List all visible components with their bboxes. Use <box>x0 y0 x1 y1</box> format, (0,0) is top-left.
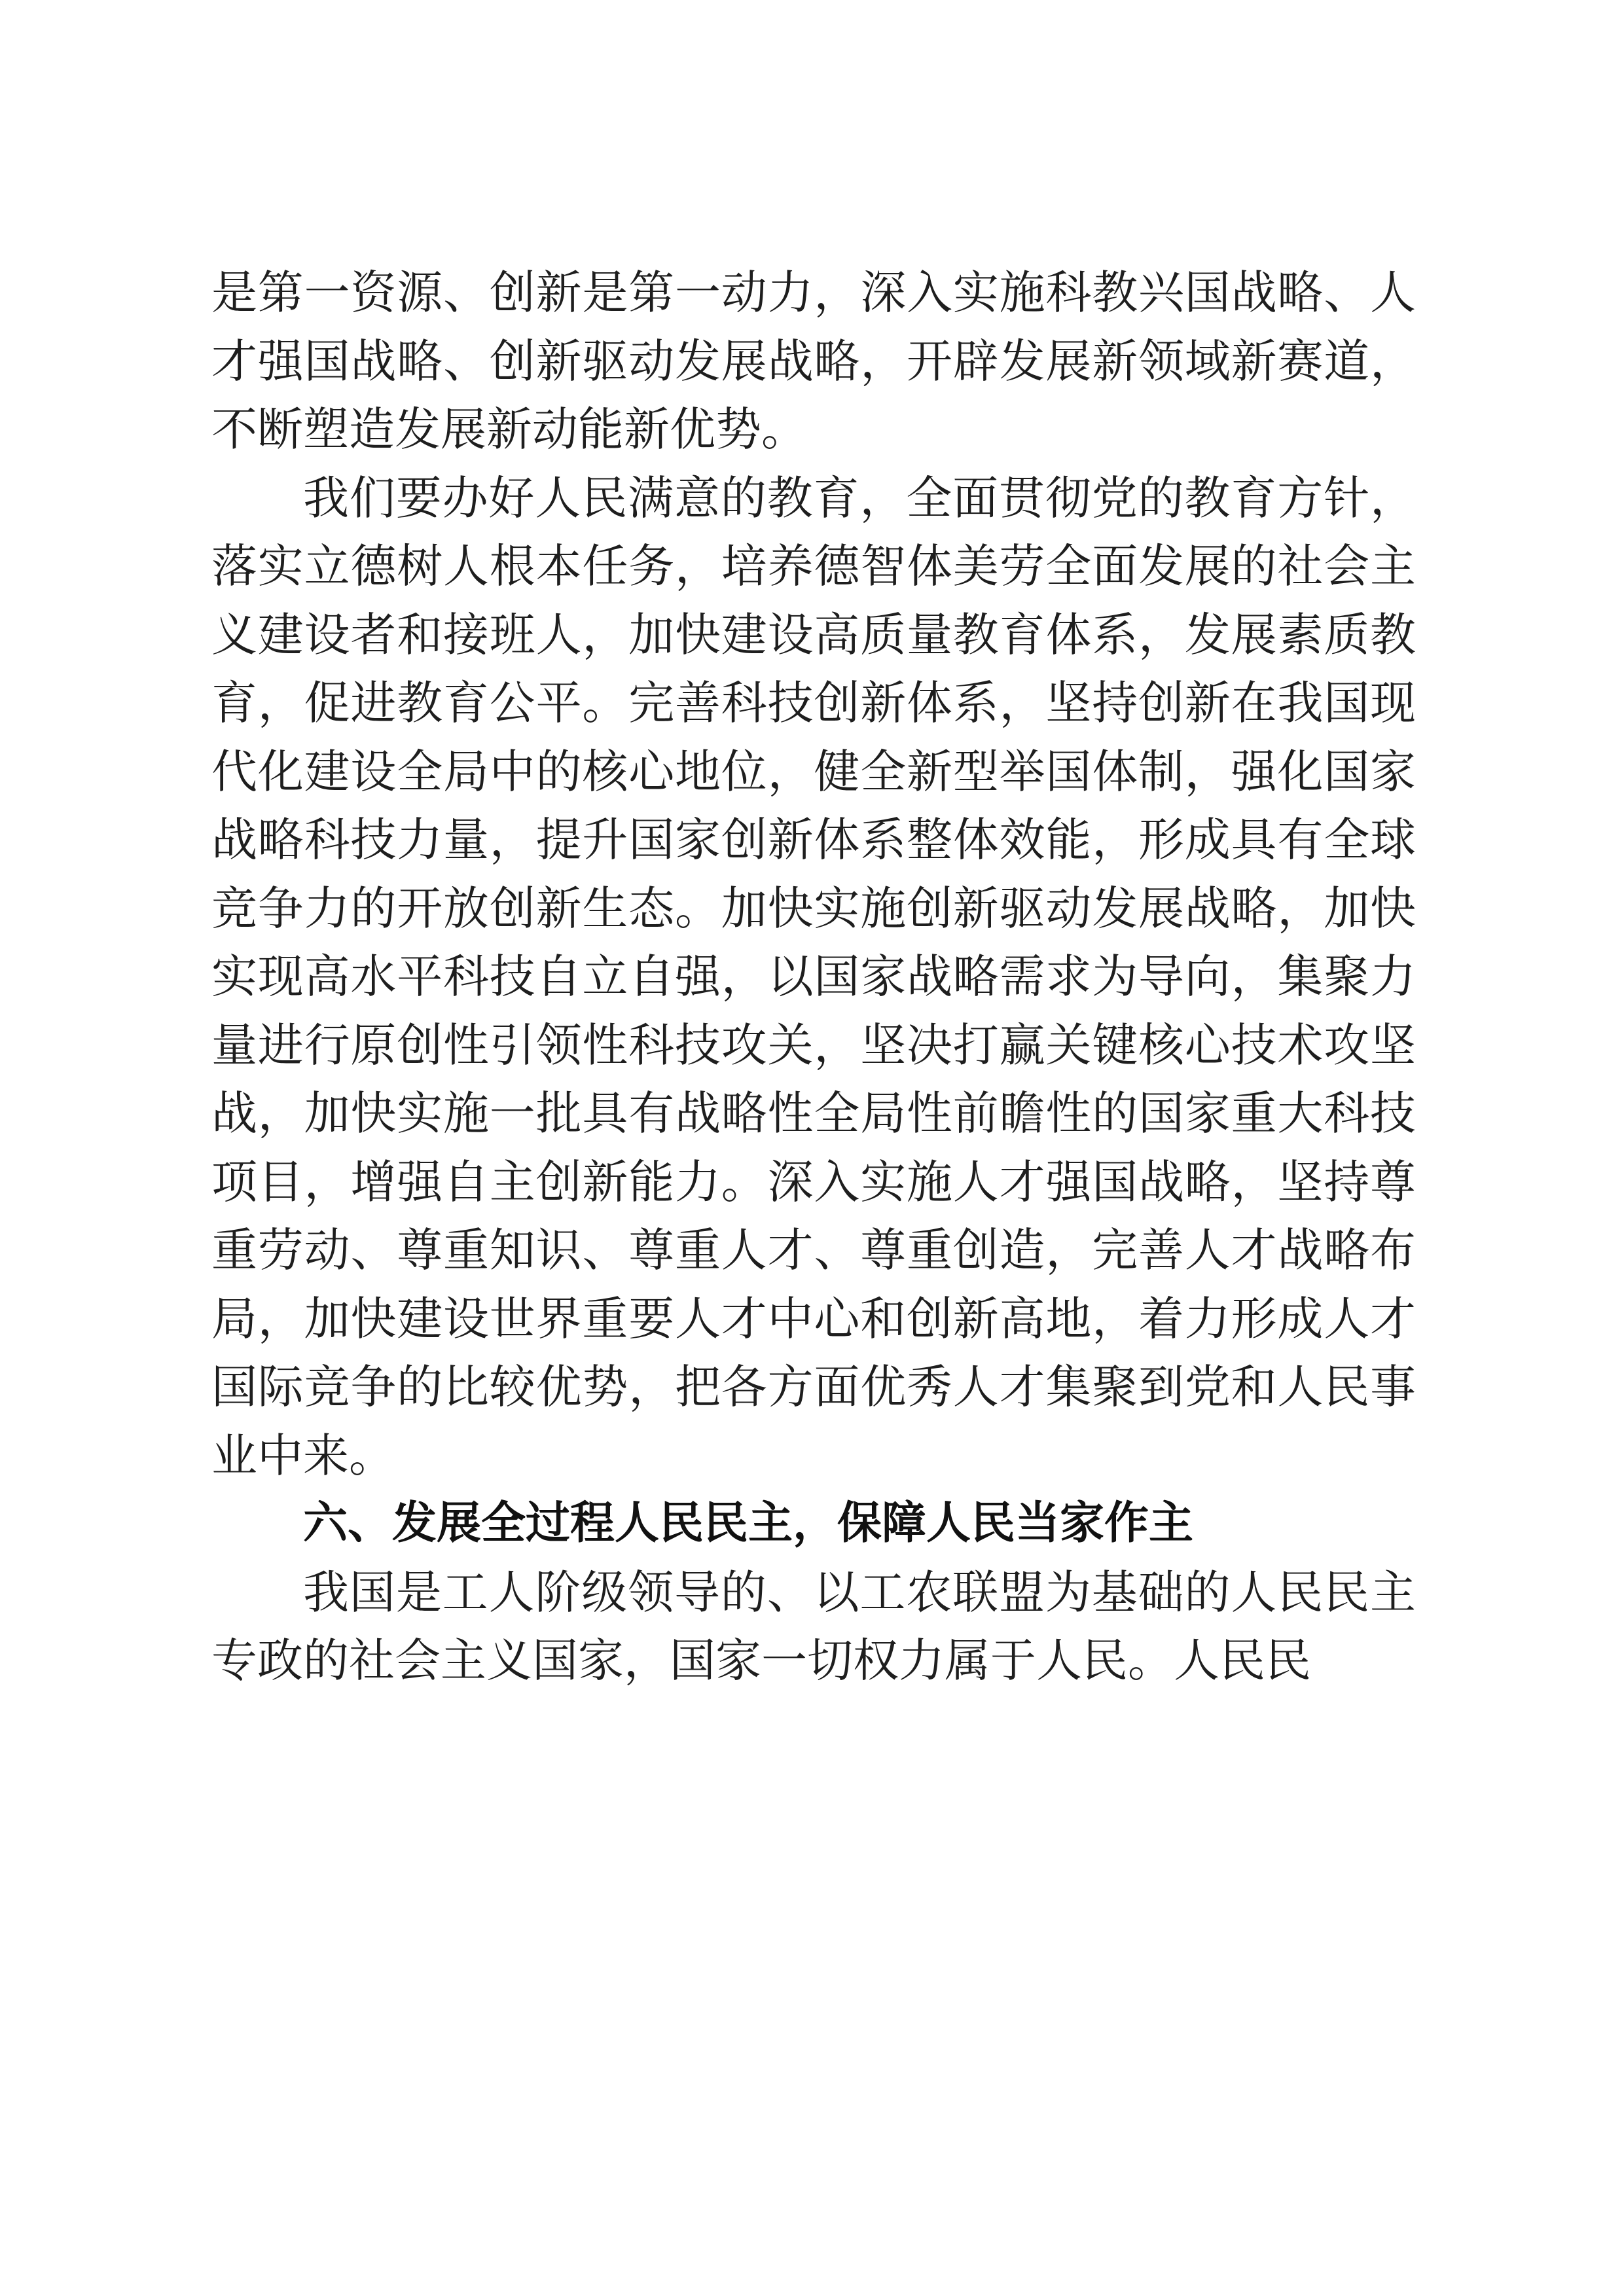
body-text <box>211 259 1416 1695</box>
paragraph-continuation: 是第一资源、创新是第一动力，深入实施科教兴国战略、人才强国战略、创新驱动发展战略，开辟发展新领域新赛道，不断塑造发展新动能新优势。 <box>211 266 1416 456</box>
paragraph-people-democracy: 我国是工人阶级领导的、以工农联盟为基础的人民民主专政的社会主义国家，国家一切权力属于人民。人民民 <box>211 1565 1416 1687</box>
section-heading: 六、发展全过程人民民主，保障人民当家作主 <box>303 1498 1194 1549</box>
paragraph-education: 我们要办好人民满意的教育，全面贯彻党的教育方针，落实立德树人根本任务，培养德智体美劳全面发展的社会主义建设者和接班人，加快建设高质量教育体系，发展素质教育，促进教育公平。完善科技创新体系，坚持创新在我国现代化建设全局中的核心地位，健全新型举国体制，强化国家战略科技力量，提升国家创新体系整体效能，形成具有全球竞争力的开放创新生态。加快实施创新驱动发展战略，加快实现高水平科技自立自强，以国家战略需求为导向，集聚力量进行原创性引领性科技攻关，坚决打赢关键核心技术攻坚战，加快实施一批具有战略性全局性前瞻性的国家重大科技项目，增强自主创新能力。深入实施人才强国战略，坚持尊重劳动、尊重知识、尊重人才、尊重创造，完善人才战略布局，加快建设世界重要人才中心和创新高地，着力形成人才国际竞争的比较优势，把各方面优秀人才集聚到党和人民事业中来。 <box>211 471 1416 1482</box>
